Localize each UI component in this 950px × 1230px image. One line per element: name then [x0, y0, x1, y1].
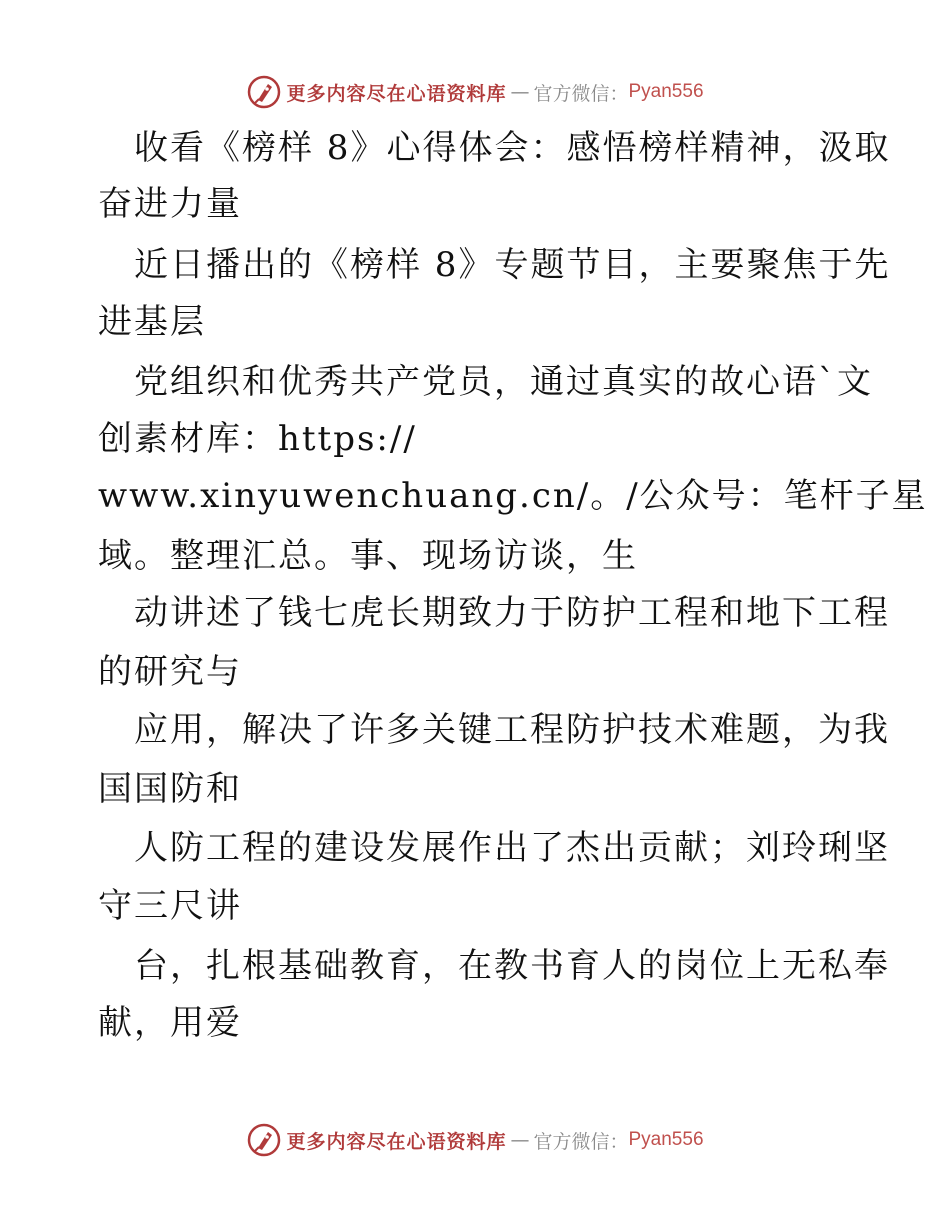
banner-dash: —: [510, 1129, 530, 1151]
paragraph-line: 国国防和: [98, 769, 242, 809]
pen-nib-logo-icon: [246, 1122, 282, 1158]
paragraph-line: 创素材库：https://: [98, 419, 417, 459]
paragraph-line: 近日播出的《榜样 8》专题节目，主要聚焦于先: [134, 245, 891, 285]
banner-wechat-id: Pyan556: [628, 81, 704, 102]
footer-banner: [0, 1120, 950, 1160]
paragraph-line: 进基层: [98, 302, 206, 342]
banner-main-text: 更多内容尽在心语资料库: [286, 82, 507, 105]
title-line-1: 收看《榜样 8》心得体会：感悟榜样精神，汲取: [134, 128, 891, 168]
paragraph-line: 人防工程的建设发展作出了杰出贡献；刘玲琍坚: [134, 828, 890, 868]
banner-wechat-label: 官方微信：: [533, 1130, 629, 1153]
banner-wechat-id: Pyan556: [628, 1129, 704, 1150]
banner-main-text: 更多内容尽在心语资料库: [286, 1130, 507, 1153]
paragraph-line-url: www.xinyuwenchuang.cn/。/公众号：笔杆子星: [98, 476, 928, 516]
paragraph-line: 域。整理汇总。事、现场访谈，生: [98, 536, 638, 576]
paragraph-line: 党组织和优秀共产党员，通过真实的故心语`文: [134, 362, 873, 402]
paragraph-line: 的研究与: [98, 652, 242, 692]
paragraph-line: 献，用爱: [98, 1003, 242, 1043]
banner-wechat-label: 官方微信：: [533, 82, 629, 105]
paragraph-line: 守三尺讲: [98, 886, 242, 926]
banner-dash: —: [510, 81, 530, 103]
paragraph-line: 台，扎根基础教育，在教书育人的岗位上无私奉: [134, 946, 890, 986]
paragraph-line: 应用，解决了许多关键工程防护技术难题，为我: [134, 710, 890, 750]
paragraph-line: 动讲述了钱七虎长期致力于防护工程和地下工程: [134, 593, 890, 633]
title-line-2: 奋进力量: [98, 184, 242, 224]
